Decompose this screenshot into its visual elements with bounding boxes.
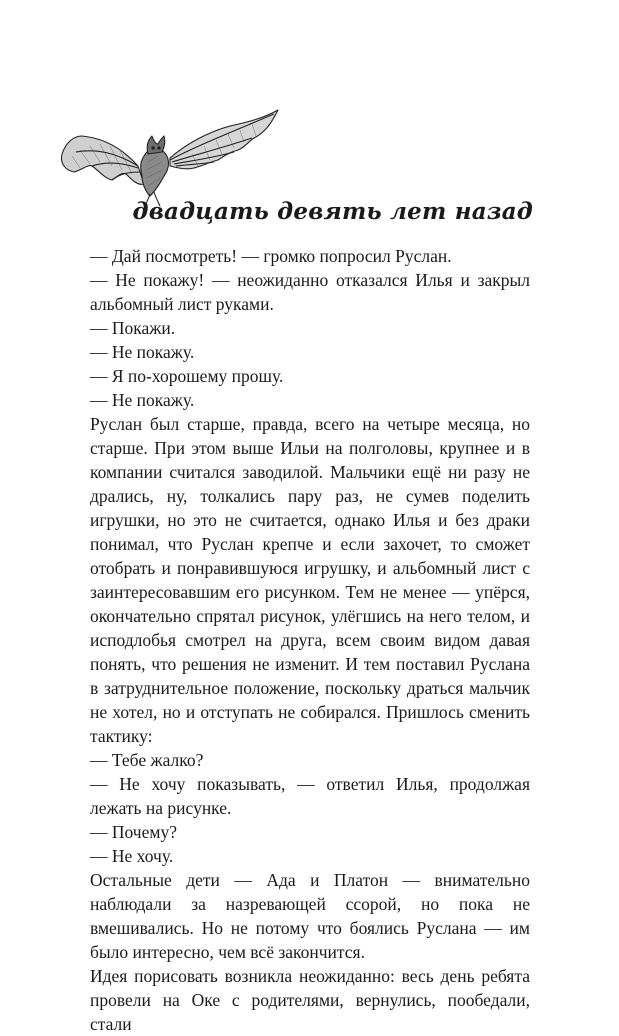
paragraph: — Дай посмотреть! — громко попросил Руслан. xyxy=(90,246,452,266)
paragraph: — Не хочу. xyxy=(90,846,174,866)
paragraph: — Не хочу показывать, — ответил Илья, продолжая лежать на рисунке. xyxy=(90,774,530,818)
paragraph: — Не покажу. xyxy=(90,342,195,362)
paragraph: Остальные дети — Ада и Платон — внимательно наблюдали за назревающей ссорой, но пока не вмешивались. Но не потому что боялись Руслана — им было интересно, чем всё закончится. xyxy=(90,870,530,962)
paragraph: — Не покажу! — неожиданно отказался Илья и закрыл альбомный лист руками. xyxy=(90,270,530,314)
paragraph: — Я по-хорошему прошу. xyxy=(90,366,284,386)
body-text xyxy=(90,244,530,1036)
paragraph: — Почему? xyxy=(90,822,177,842)
bat-illustration-icon xyxy=(52,96,284,208)
paragraph: Идея порисовать возникла неожиданно: весь день ребята провели на Оке с родителями, вернулись, пообедали, стали xyxy=(90,966,530,1034)
paragraph: Руслан был старше, правда, всего на четыре месяца, но старше. При этом выше Ильи на полголовы, крупнее и в компании считался заводилой. Мальчики ещё ни разу не дрались, ну, толкались пару раз, не сумев поделить игрушки, но это не считается, однако Илья и без драки понимал, что Руслан крепче и если захочет, то сможет отобрать и понравившуюся игрушку, и альбомный лист с заинтересовавшим его рисунком. Тем не менее — упёрся, окончательно спрятал рисунок, улёгшись на него телом, и исподлобья смотрел на друга, всем своим видом давая понять, что решения не изменит. И тем поставил Руслана в затруднительное положение, поскольку драться мальчик не хотел, но и отступать не собирался. Пришлось сменить тактику: xyxy=(90,414,530,746)
paragraph: — Тебе жалко? xyxy=(90,750,204,770)
paragraph: — Не покажу. xyxy=(90,390,195,410)
chapter-title: двадцать девять лет назад xyxy=(132,198,533,225)
paragraph: — Покажи. xyxy=(90,318,176,338)
